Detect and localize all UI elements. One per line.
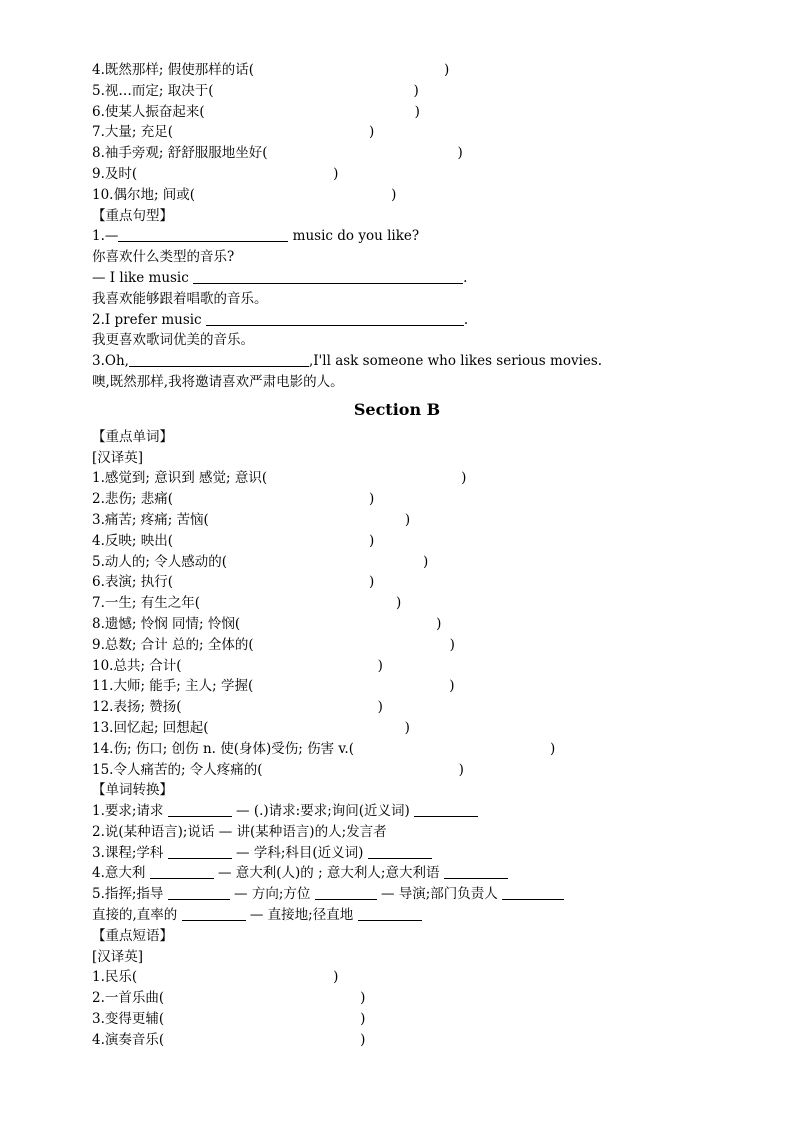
word-item: 13.回忆起; 回想起( ) xyxy=(92,719,410,736)
section-title: Section B xyxy=(353,399,441,419)
phrase-item: 7.大量; 充足( ) xyxy=(92,124,375,141)
word-item: 14.伤; 伤口; 创伤 n. 使(身体)受伤; 伤害 v.( ) xyxy=(92,740,556,757)
phrase-item: 5.视…而定; 取决于( ) xyxy=(92,82,419,99)
sentence-translation: 我喜欢能够跟着唱歌的音乐。 xyxy=(92,290,268,307)
word-item: 8.遗憾; 怜悯 同情; 怜悯( ) xyxy=(92,615,442,632)
transform-item: 1.要求;请求 — (.)请求:要求;询问(近义词) xyxy=(92,801,722,822)
word-item: 12.表扬; 赞扬( ) xyxy=(92,699,383,716)
phrase-item: 8.袖手旁观; 舒舒服服地坐好( ) xyxy=(92,145,463,162)
answer-blank[interactable] xyxy=(150,864,214,879)
answer-blank[interactable] xyxy=(193,269,463,284)
answer-blank[interactable] xyxy=(444,864,508,879)
answer-blank[interactable] xyxy=(414,802,478,817)
sub-heading: [汉译英] xyxy=(92,948,144,965)
word-item: 1.感觉到; 意识到 感觉; 意识( ) xyxy=(92,470,467,487)
answer-blank[interactable] xyxy=(502,885,564,900)
section-heading: 【重点短语】 xyxy=(92,927,173,944)
answer-blank[interactable] xyxy=(129,352,309,367)
word-item: 10.总共; 合计( ) xyxy=(92,657,383,674)
phrase-item: 6.使某人振奋起来( ) xyxy=(92,103,420,120)
transform-item: 2.说(某种语言);说话 — 讲(某种语言)的人;发言者 xyxy=(92,823,387,840)
phrase-item: 1.民乐( ) xyxy=(92,969,339,986)
transform-item: 5.指挥;指导 — 方向;方位 — 导演;部门负责人 xyxy=(92,884,722,905)
phrase-item: 4.既然那样; 假使那样的话( ) xyxy=(92,62,450,78)
answer-blank[interactable] xyxy=(206,311,464,326)
sentence-translation: 我更喜欢歌词优美的音乐。 xyxy=(92,332,254,349)
section-heading: 【单词转换】 xyxy=(92,782,173,799)
section-heading: 【重点单词】 xyxy=(92,428,173,445)
phrase-item: 2.一首乐曲( ) xyxy=(92,990,366,1007)
word-item: 3.痛苦; 疼痛; 苦恼( ) xyxy=(92,511,411,528)
sentence-item: — I like music . xyxy=(92,269,468,286)
sentence-item: 2.I prefer music . xyxy=(92,311,469,328)
answer-blank[interactable] xyxy=(315,885,377,900)
phrase-item: 3.变得更辅( ) xyxy=(92,1011,366,1028)
answer-blank[interactable] xyxy=(358,906,422,921)
sub-heading: [汉译英] xyxy=(92,449,144,466)
word-item: 9.总数; 合计 总的; 全体的( ) xyxy=(92,636,455,653)
answer-blank[interactable] xyxy=(168,885,230,900)
phrase-item: 4.演奏音乐( ) xyxy=(92,1031,366,1048)
word-item: 15.令人痛苦的; 令人疼痛的( ) xyxy=(92,761,464,778)
word-item: 5.动人的; 令人感动的( ) xyxy=(92,553,429,570)
phrase-item: 9.及时( ) xyxy=(92,165,339,182)
word-item: 7.一生; 有生之年( ) xyxy=(92,595,402,612)
phrase-item: 10.偶尔地; 间或( ) xyxy=(92,186,397,203)
sentence-translation: 噢,既然那样,我将邀请喜欢严肃电影的人。 xyxy=(92,373,344,390)
transform-item: 4.意大利 — 意大利(人)的 ; 意大利人;意大利语 xyxy=(92,863,722,884)
sentence-item: 3.Oh, ,I'll ask someone who likes serious movies. xyxy=(92,353,603,370)
word-item: 6.表演; 执行( ) xyxy=(92,574,375,591)
word-item: 2.悲伤; 悲痛( ) xyxy=(92,491,375,508)
answer-blank[interactable] xyxy=(168,802,232,817)
worksheet-page xyxy=(92,60,722,1051)
word-item: 11.大师; 能手; 主人; 学握( ) xyxy=(92,678,455,695)
sentence-translation: 你喜欢什么类型的音乐? xyxy=(92,249,235,266)
answer-blank[interactable] xyxy=(182,906,246,921)
answer-blank[interactable] xyxy=(168,844,232,859)
word-item: 4.反映; 映出( ) xyxy=(92,532,375,549)
transform-item: 直接的,直率的 — 直接地;径直地 xyxy=(92,905,722,926)
transform-item: 3.课程;学科 — 学科;科目(近义词) xyxy=(92,843,722,864)
answer-blank[interactable] xyxy=(118,227,288,242)
answer-blank[interactable] xyxy=(368,844,432,859)
section-heading: 【重点句型】 xyxy=(92,207,173,224)
sentence-item: 1.— music do you like? xyxy=(92,228,420,245)
